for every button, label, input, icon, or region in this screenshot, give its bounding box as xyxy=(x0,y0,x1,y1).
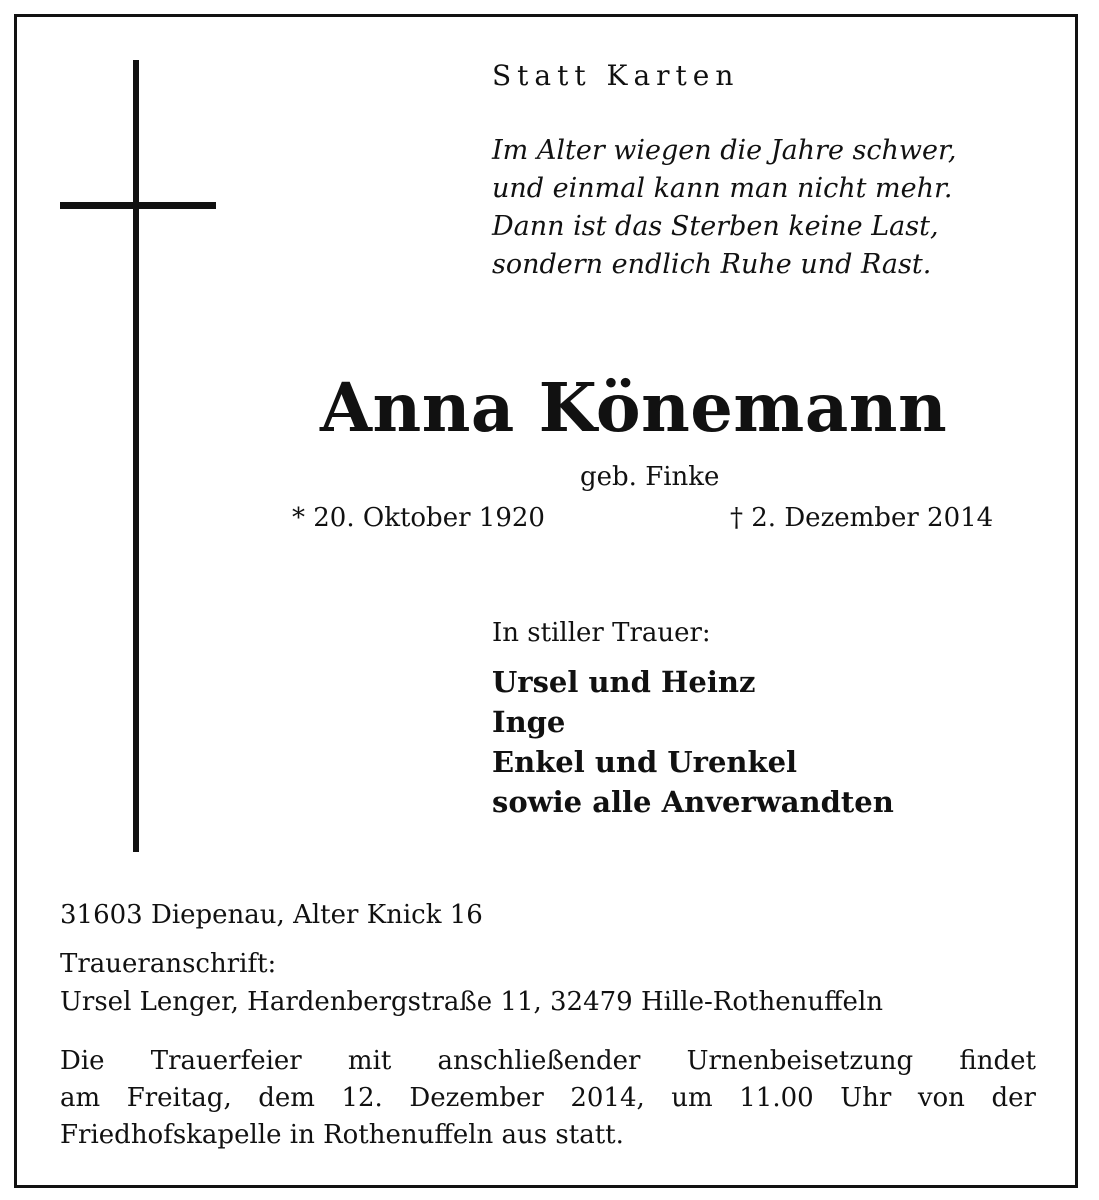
mourners-list xyxy=(492,662,894,822)
ceremony-word: Die xyxy=(60,1046,105,1076)
poem-line: Im Alter wiegen die Jahre schwer, xyxy=(492,135,957,166)
ceremony-line-1 xyxy=(60,1043,1036,1080)
mourning-intro: In stiller Trauer: xyxy=(492,618,711,648)
ceremony-line-2 xyxy=(60,1080,1036,1117)
mourning-address: Ursel Lenger, Hardenbergstraße 11, 32479 Hille-Rothenuffeln xyxy=(60,987,883,1017)
ceremony-word: Dezember xyxy=(409,1083,544,1113)
ceremony-word: Uhr xyxy=(840,1083,892,1113)
ceremony-line-3: Friedhofskapelle in Rothenuffeln aus statt. xyxy=(60,1120,624,1150)
ceremony-word: anschließender xyxy=(437,1046,641,1076)
birth-date: * 20. Oktober 1920 xyxy=(292,503,545,533)
deceased-name: Anna Könemann xyxy=(320,368,948,447)
ceremony-word: dem xyxy=(258,1083,315,1113)
death-date: † 2. Dezember 2014 xyxy=(730,503,994,533)
ceremony-word: am xyxy=(60,1083,101,1113)
ceremony-word: von xyxy=(917,1083,965,1113)
ceremony-word: um xyxy=(671,1083,713,1113)
mourner-name: Enkel und Urenkel xyxy=(492,745,798,779)
mourning-address-label: Traueranschrift: xyxy=(60,949,277,979)
poem-line: Dann ist das Sterben keine Last, xyxy=(492,211,939,242)
ceremony-word: findet xyxy=(959,1046,1036,1076)
notice-header: Statt Karten xyxy=(492,59,740,92)
residence-address: 31603 Diepenau, Alter Knick 16 xyxy=(60,900,483,930)
mourner-name: sowie alle Anverwandten xyxy=(492,785,894,819)
ceremony-word: Trauerfeier xyxy=(150,1046,302,1076)
ceremony-word: 12. xyxy=(341,1083,383,1113)
cross-icon-horizontal-bar xyxy=(60,202,216,209)
birth-name: geb. Finke xyxy=(580,462,720,492)
ceremony-word: 11.00 xyxy=(739,1083,814,1113)
ceremony-word: Freitag, xyxy=(126,1083,232,1113)
ceremony-word: Urnenbeisetzung xyxy=(686,1046,914,1076)
ceremony-word: 2014, xyxy=(570,1083,645,1113)
ceremony-word: der xyxy=(991,1083,1036,1113)
cross-icon-vertical-bar xyxy=(133,60,139,852)
poem xyxy=(492,132,1052,284)
mourner-name: Inge xyxy=(492,705,566,739)
ceremony-notice xyxy=(60,1043,1036,1154)
mourner-name: Ursel und Heinz xyxy=(492,665,756,699)
poem-line: und einmal kann man nicht mehr. xyxy=(492,173,953,204)
poem-line: sondern endlich Ruhe und Rast. xyxy=(492,249,932,280)
ceremony-word: mit xyxy=(347,1046,392,1076)
